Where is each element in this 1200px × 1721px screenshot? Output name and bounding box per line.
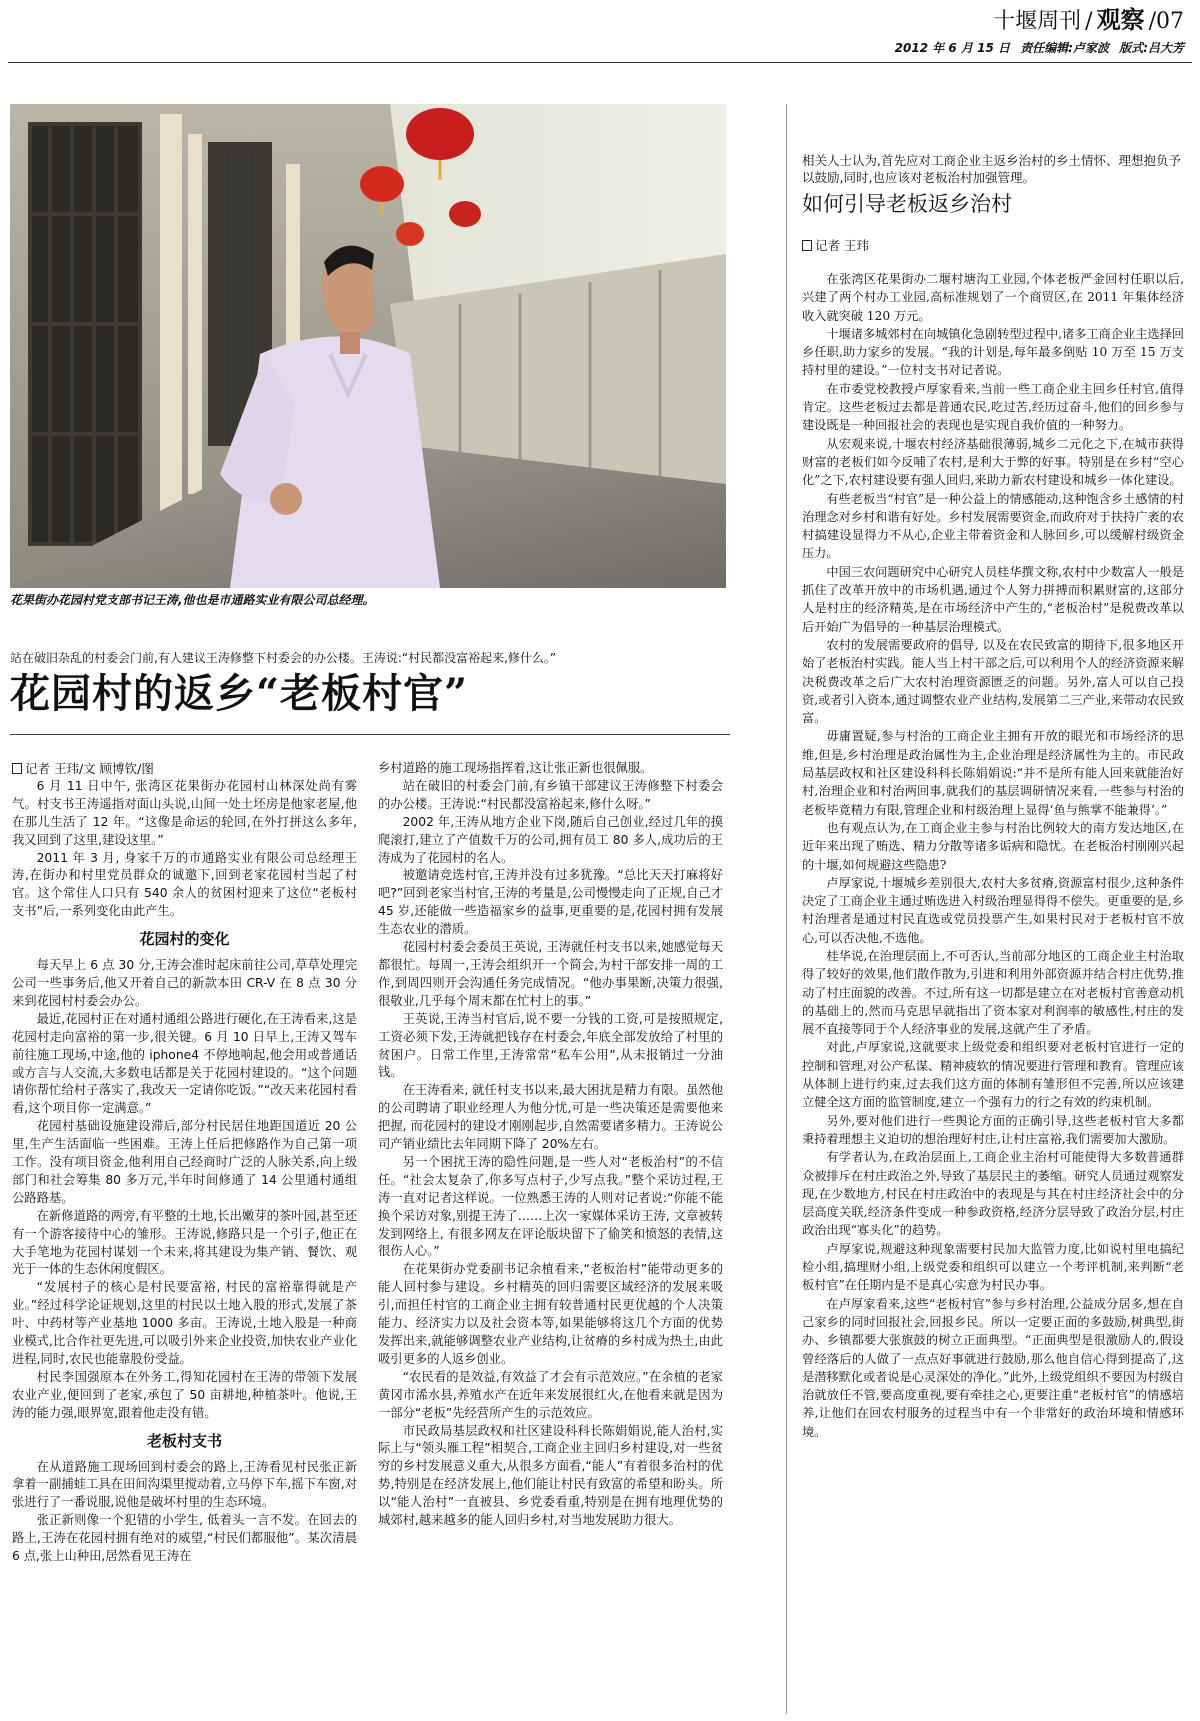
subheading: 老板村支书: [146, 1431, 222, 1450]
paragraph: 在张湾区花果街办二堰村塘沟工业园,个体老板严金回村任职以后,兴建了两个村办工业园,高标准规划了一个商贸区,在 2011 年集体经济收入就突破 120 万元。: [802, 272, 1184, 323]
paragraph: 村民李国强原本在外务工,得知花园村在王涛的带领下发展农业产业,便回到了老家,承包了 50 亩耕地,种植茶叶。他说,王涛的能力强,眼界宽,跟着他走没有错。: [12, 1369, 357, 1420]
photo-illustration: [10, 104, 726, 588]
paragraph: 有些老板当“村官”是一种公益上的情感能动,这种饱含乡土感情的村治理念对乡村和谐有好处。乡村发展需要资金,而政府对于扶持广袤的农村搞建设显得力不从心,企业主带着资金和人脉回乡,可以缓解村级资金压力。: [802, 491, 1184, 561]
headline-rule: [10, 734, 730, 735]
editor-credit: 责任编辑:卢家波: [1020, 41, 1109, 55]
paragraph: 每天早上 6 点 30 分,王涛会准时起床前往公司,草草处理完公司一些事务后,他又开着自己的新款本田 CR-V 在 8 点 30 分来到花园村村委会办公。: [12, 958, 357, 1008]
paragraph: 被邀请竞选村官,王涛并没有过多犹豫。“总比天天打麻将好吧?”回到老家当村官,王涛的考量是,公司慢慢走向了正规,自己才 45 岁,还能做一些造福家乡的益事,更重要的是,花园村拥有发展生态农业的潜质。: [378, 868, 723, 937]
article-column-2: [378, 760, 723, 1530]
paragraph: 王英说,王涛当村官后,说不要一分钱的工资,可是按照规定,工资必须下发,王涛就把钱存在村委会,年底全部发放给了村里的贫困户。日常工作里,王涛常常“私车公用”,从未报销过一分油钱。: [378, 1011, 723, 1080]
paragraph: 卢厚家说,规避这种现象需要村民加大监管力度,比如说村里电搞纪检小组,搞理财小组,上级党委和组织可以建立一个考评机制,来判断“老板村官”在任期内是不是真心实意为村民办事。: [802, 1241, 1184, 1293]
column-1-body: [12, 778, 357, 1566]
paragraph: 桂华说,在治理层面上,不可否认,当前部分地区的工商企业主村治取得了较好的效果,他们散作散为,引进和利用外部资源并结合村庄优势,推动了村庄面貌的改善。不过,所有这一切都是建立在对老板村官善意动机的基础上的,然而马克思早就指出了资本家对利润率的敏感性,村庄的发展不直接等同于个人经济事业的发展,这就产生了矛盾。: [802, 948, 1184, 1037]
issue-date: 2012 年 6 月 15 日: [894, 41, 1010, 55]
paragraph: “发展村子的核心是村民要富裕, 村民的富裕靠得就是产业。”经过科学论证规划,这里的村民以土地入股的形式,发展了茶叶、中药材等产业基地 1000 多亩。王涛说,土地入股是一种商业模式,比合作社更先进,可以吸引外来企业投资,加快农业产业化进程,同时,农民也能靠股份受益。: [12, 1280, 357, 1366]
side-article-deck: 相关人士认为,首先应对工商企业主返乡治村的乡土情怀、理想抱负予以鼓励,同时,也应该对老板治村加强管理。: [802, 153, 1181, 185]
paragraph: “农民看的是效益,有效益了才会有示范效应。”在余植的老家黄冈市浠水县,养殖水产在近年来发展很红火,在他看来就是因为一部分“老板”先经营所产生的示范效应。: [378, 1369, 723, 1420]
lead-photo: [10, 104, 726, 588]
paragraph: 2002 年,王涛从地方企业下岗,随后自己创业,经过几年的摸爬滚打,建立了产值数千万的公司,拥有员工 80 多人,成功后的王涛成为了花园村的名人。: [378, 814, 723, 865]
paragraph: 十堰诸多城郊村在向城镇化急剧转型过程中,诸多工商企业主选择回乡任职,助力家乡的发展。“我的计划是,每年最多倒贴 10 万至 15 万支持村里的建设。”一位村支书对记者说。: [802, 326, 1184, 378]
side-byline-text: 记者 王玮: [815, 238, 869, 253]
column-2-body: [378, 760, 723, 1530]
paragraph: 另外,要对他们进行一些舆论方面的正确引导,这些老板村官大多都秉持着理想主义迫切的想治理好村庄,让村庄富裕,我们需要加大激励。: [802, 1113, 1184, 1146]
masthead-title: [889, 6, 1184, 36]
paragraph: 另一个困扰王涛的隐性问题,是一些人对“老板治村”的不信任。“社会太复杂了,你多写点村子,少写点我。”整个采访过程,王涛一直对记者这样说。一位熟悉王涛的人则对记者说:“你能不能换个采访对象,别提王涛了……上次一家媒体采访王涛, 文章被转发到网络上, 有很多网友在评论版块留下了偷笑和愤怒的表情,这很伤人心。”: [378, 1154, 723, 1259]
paragraph: 在新修道路的两旁,有平整的土地,长出嫩芽的茶叶园,甚至还有一个游客接待中心的雏形。王涛说,修路只是一个引子,他正在大手笔地为花园村谋划一个未来,将其建设为集产销、餐饮、观光于一体的生态休闲度假区。: [12, 1208, 357, 1277]
designer-credit: 版式:吕大芳: [1119, 41, 1184, 55]
masthead-rule: [8, 62, 1192, 63]
paragraph: 也有观点认为,在工商企业主参与村治比例较大的南方发达地区,在近年来出现了贿选、精力分散等诸多诟病和隐忧。在老板治村刚刚兴起的十堰,如何规避这些隐患?: [802, 820, 1184, 872]
paragraph: 中国三农问题研究中心研究人员桂华撰文称,农村中少数富人一般是抓住了改革开放中的市场机遇,通过个人努力拼搏而积累财富的,这部分人是村庄的经济精英,是在市场经济中产生的,“老板治村”是税费改革以后开始广为倡导的一种基层治理模式。: [802, 564, 1184, 634]
paragraph: 卢厚家说,十堰城乡差别很大,农村大多贫瘠,资源富村很少,这种条件决定了工商企业主通过贿选进入村级治理显得得不偿失。更重要的是,乡村治理者是通过村民直选或党员投票产生,如果村民对于老板村官不放心,可以否决他,不选他。: [802, 875, 1184, 945]
paragraph: 农村的发展需要政府的倡导, 以及在农民致富的期待下,很多地区开始了老板治村实践。能人当上村干部之后,可以利用个人的经济资源来解决税费改革之后广大农村治理资源匮乏的问题。另外,富人可以自己投资,或者引入资本,通过调整农业产业结构,发展第二三产业,来带动农民致富。: [802, 637, 1184, 726]
paragraph: 从宏观来说,十堰农村经济基础很薄弱,城乡二元化之下,在城市获得财富的老板们如今反哺了农村,是利大于弊的好事。特别是在乡村“空心化”之下,农村建设要有强人回归,来助力新农村建设和城乡一体化建设。: [802, 436, 1184, 488]
paragraph: 2011 年 3 月, 身家千万的市通路实业有限公司总经理王涛,在街办和村里党员群众的诚邀下,回到老家花园村当起了村官。这个常住人口只有 540 余人的贫困村迎来了这位“老板村支书”后,一系列变化由此产生。: [12, 850, 357, 919]
paragraph: 在市委党校教授卢厚家看来,当前一些工商企业主回乡任村官,值得肯定。这些老板过去都是普通农民,吃过苦,经历过奋斗,他们的回乡参与建设既是一种回报社会的表现也是实现自我价值的一种努力。: [802, 381, 1184, 433]
paragraph: 市民政局基层政权和社区建设科科长陈娟娟说,能人治村,实际上与“领头雁工程”相契合,工商企业主回归乡村建设,对一些贫穷的乡村发展意义重大,从很多方面看,“能人”有着很多治村的优势,特别是在经济发展上,他们能让村民有致富的希望和盼头。所以“能人治村”一直被县、乡党委看重,特别是在拥有地理优势的城郊村,越来越多的能人回归乡村,对当地发展助力很大。: [378, 1423, 723, 1528]
column-divider: [786, 104, 787, 1714]
paragraph: 乡村道路的施工现场指挥着,这让张正新也很佩服。: [378, 761, 653, 775]
paragraph: 最近,花园村正在对通村通组公路进行硬化,在王涛看来,这是花园村走向富裕的第一步,很关键。6 月 10 日早上,王涛又驾车前往施工现场,中途,他的 iphone4 不停地响起,他会用或普通话或方言与人交流,大多数电话都是关于花园村建设的。“这个问题请你帮忙给村子落实了,我改天一定请你吃饭。”“改天来花园村看看,这个项目你一定满意。”: [12, 1011, 357, 1116]
photo-caption: 花果街办花园村党支部书记王涛,他也是市通路实业有限公司总经理。: [10, 593, 375, 607]
paragraph: 张正新则像一个犯错的小学生, 低着头一言不发。在回去的路上,王涛在花园村拥有绝对的威望,“村民们都服他”。某次清晨 6 点,张上山种田,居然看见王涛在: [12, 1513, 357, 1564]
publication-name: 十堰周刊: [993, 9, 1082, 34]
byline-text: 记者 王玮/文 顾博钦/图: [25, 761, 154, 776]
side-article-headline: 如何引导老板返乡治村: [802, 192, 1012, 216]
paragraph: 在王涛看来, 就任村支书以来,最大困扰是精力有限。虽然他的公司聘请了职业经理人为他分忧,可是一些决策还是需要他来把握, 而花园村的建设才刚刚起步,自然需要诸多精力。王涛说公司产销业绩比去年同期下降了 20%左右。: [378, 1083, 723, 1152]
paragraph: 对此,卢厚家说,这就要求上级党委和组织要对老板村官进行一定的控制和管理,对公产私谋、精神疲软的情况要进行管理和教育。管理应该从体制上进行约束,过去我们这方面的体制有雏形但不完善,所以应该建立健全这方面的监管制度,建立一个强有力的行之有效的约束机制。: [802, 1040, 1184, 1110]
paragraph: 在卢厚家看来,这些“老板村官”参与乡村治理,公益成分居多,想在自己家乡的同时回报社会,回报乡民。所以一定要正面的多鼓励,树典型,街办、乡镇都要大张旗鼓的树立正面典型。“正面典型是很激励人的,假设曾经落后的人做了一点点好事就进行鼓励,那么他自信心得到提高了,这是潜移默化或者说是心灵深处的净化。”此外,上级党组织不要因为村级自治就放任不管,要高度重视,要有牵挂之心,更要注重“老板村官”的情感培养,让他们在回农村服务的过程当中有一个非常好的政治环境和情感环境。: [802, 1296, 1184, 1439]
masthead-meta: [889, 39, 1184, 56]
paragraph: 花园村村委会委员王英说, 王涛就任村支书以来,她感觉每天都很忙。每周一,王涛会组织开一个简会,为村干部安排一周的工作,到周四则开会沟通任务完成情况。“他办事果断,决策力很强,很敬业,几乎每个周末都在忙村上的事。”: [378, 940, 723, 1008]
paragraph: 站在破旧的村委会门前,有乡镇干部建议王涛修整下村委会的办公楼。王涛说:“村民都没富裕起来,修什么呀。”: [378, 778, 723, 811]
article-headline: 花园村的返乡“老板村官”: [10, 670, 469, 717]
section-name: 观察: [1096, 5, 1145, 34]
byline-box-icon: [12, 763, 22, 774]
masthead: [889, 6, 1184, 56]
side-article-byline: [802, 236, 1184, 254]
paragraph: 有学者认为,在政治层面上,工商企业主治村可能使得大多数普通群众被排斥在村庄政治之外,导致了基层民主的萎缩。研究人员通过观察发现,在少数地方,村民在村庄政治中的表现是与其在村庄经济社会中的分层高度关联,经济条件变成一种参政资格,经济分层导致了政治分层,村庄政治出现“寡头化”的趋势。: [802, 1150, 1184, 1238]
paragraph: 在花果街办党委副书记余植看来,“老板治村”能带动更多的能人回村参与建设。乡村精英的回归需要区域经济的发展来吸引,而担任村官的工商企业主拥有较普通村民更优越的个人决策能力、经济实力以及社会资本等,如果能够将这几个方面的优势发挥出来,就能够调整农业产业结构,让贫瘠的乡村成为热土,由此吸引更多的人返乡创业。: [378, 1262, 723, 1366]
paragraph: 毋庸置疑,参与村治的工商企业主拥有开放的眼光和市场经济的思维,但是,乡村治理是政治属性为主,企业治理是经济属性为主的。市民政局基层政权和社区建设科科长陈娟娟说:“并不是所有能人回来就能治好村,治理企业和村治两回事,就我们的基层调研情况来看,一些参与村治的老板毕竟精力有限,管理企业和村级治理上显得‘鱼与熊掌不能兼得’。”: [802, 729, 1184, 817]
paragraph: 6 月 11 日中午, 张湾区花果街办花园村山林深处尚有雾气。村支书王涛遥指对面山头说,山间一处土坯房是他家老屋,他在那儿生活了 12 年。“这像是命运的轮回,在外打拼这么多年,我又回到了这里,建设这里。”: [12, 778, 357, 847]
side-article-body: [802, 270, 1184, 1441]
masthead-separator: /: [1085, 9, 1093, 34]
paragraph: 在从道路施工现场回到村委会的路上,王涛看见村民张正新拿着一副捕蛙工具在田间沟渠里搅动着,立马停下车,摇下车窗,对张进行了一番说服,说他是破坏村里的生态环境。: [12, 1459, 357, 1510]
byline-box-icon: [802, 240, 812, 251]
article-byline: [12, 760, 357, 778]
page-number: /07: [1148, 9, 1184, 34]
subheading: 花园村的变化: [139, 930, 230, 949]
paragraph: 花园村基础设施建设滞后,部分村民居住地距国道近 20 公里,生产生活面临一些困难。王涛上任后把修路作为自己第一项工作。没有项目资金,他利用自己经商时广泛的人脉关系,向上级部门和社会筹集 80 多万元,半年时间修通了 14 公里通村通组公路路基。: [12, 1119, 357, 1205]
article-column-1: [12, 760, 357, 1566]
article-deck: 站在破旧杂乱的村委会门前,有人建议王涛修整下村委会的办公楼。王涛说:“村民都没富裕起来,修什么。”: [10, 651, 557, 665]
